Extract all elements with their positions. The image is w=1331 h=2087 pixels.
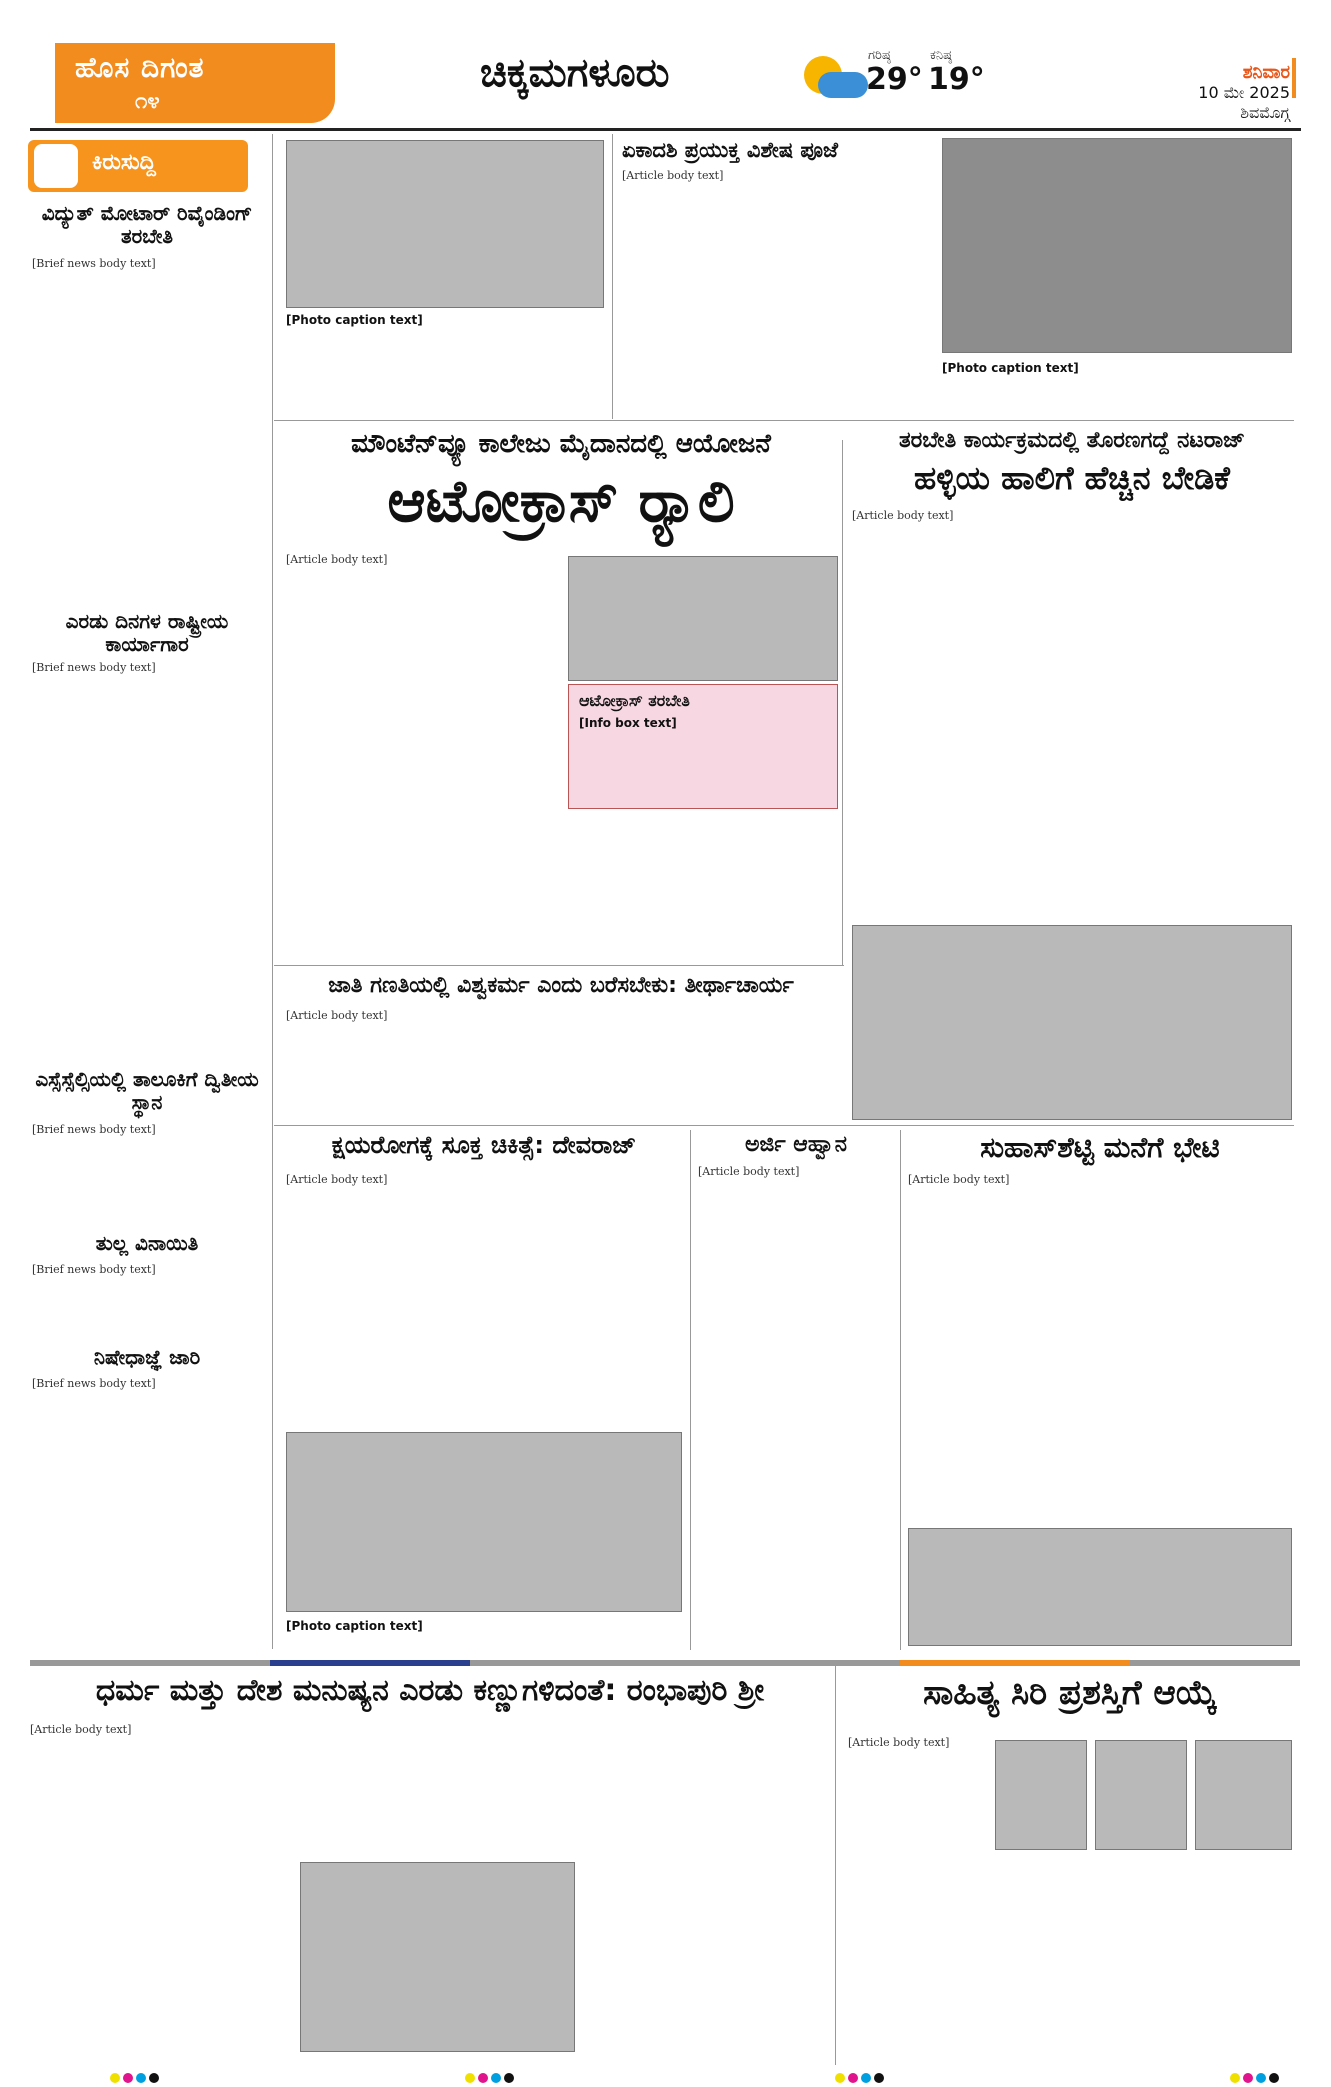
article-text: [Article body text]	[908, 1173, 1010, 1186]
article-headline: ಜಾತಿ ಗಣತಿಯಲ್ಲಿ ವಿಶ್ವಕರ್ಮ ಎಂದು ಬರೆಸಬೇಕು: ತೀರ್ಥಾಚಾರ್ಯ	[328, 973, 794, 998]
masthead-date: 10 ಮೇ 2025	[1198, 83, 1290, 102]
training-photo	[852, 925, 1292, 1120]
photo-caption: [Photo caption text]	[286, 313, 423, 327]
event-photo	[300, 1862, 575, 2052]
column-rule	[272, 134, 273, 1649]
masthead-logo	[55, 43, 335, 123]
article-headline: ಸುಹಾಸ್‌ಶೆಟ್ಟಿ ಮನೆಗೆ ಭೇಟಿ	[980, 1131, 1220, 1164]
section-divider	[900, 1660, 1130, 1666]
weather-max-value: 29°	[866, 62, 923, 97]
portrait-photo	[1195, 1740, 1292, 1850]
visit-photo	[908, 1528, 1292, 1646]
info-box	[568, 684, 838, 809]
column-rule	[612, 134, 613, 419]
article-headline: ಕ್ಷಯರೋಗಕ್ಕೆ ಸೂಕ್ತ ಚಿಕಿತ್ಸೆ: ದೇವರಾಜ್	[331, 1131, 637, 1159]
masthead-rule	[30, 128, 1301, 131]
section-divider	[470, 1660, 900, 1666]
article-headline: ಅರ್ಜಿ ಆಹ್ವಾನ	[744, 1132, 848, 1157]
article-text: [Article body text]	[286, 1009, 388, 1022]
registration-marks	[1230, 2068, 1282, 2078]
temple-photo	[942, 138, 1292, 353]
article-text-continued	[30, 1862, 292, 2052]
weather-min-value: 19°	[928, 62, 985, 97]
brief-headline: ವಿದ್ಯುತ್ ಮೋಟಾರ್ ರಿವೈಂಡಿಂಗ್ ತರಬೇತಿ	[41, 201, 253, 248]
brief-section-header	[28, 140, 248, 192]
masthead-date-block	[1130, 62, 1290, 122]
weather-widget	[800, 48, 1000, 108]
article-text-continued	[568, 816, 838, 961]
brief-text: [Brief news body text]	[32, 1377, 156, 1390]
article-headline: ಧರ್ಮ ಮತ್ತು ದೇಶ ಮನುಷ್ಯನ ಎರಡು ಕಣ್ಣುಗಳಿದಂತೆ: ರಂಭಾಪುರಿ ಶ್ರೀ	[95, 1673, 765, 1708]
brief-text: [Brief news body text]	[32, 257, 156, 270]
masthead-brand: ಹೊಸ ದಿಗಂತ	[75, 51, 205, 84]
hand-icon	[34, 144, 78, 188]
masthead-city: ಚಿಕ್ಕಮಗಳೂರು	[480, 50, 670, 96]
section-divider	[270, 1660, 470, 1666]
cloud-icon	[818, 72, 868, 98]
photo-caption: [Photo caption text]	[286, 1619, 423, 1633]
brief-text: [Brief news body text]	[32, 1263, 156, 1276]
masthead-day: ಶನಿವಾರ	[1242, 62, 1290, 83]
article-headline: ಆಟೋಕ್ರಾಸ್ ರ್‍ಯಾಲಿ	[387, 467, 735, 535]
row-rule	[274, 420, 1294, 421]
article-kicker: ಮೌಂಟೆನ್‌ವ್ಯೂ ಕಾಲೇಜು ಮೈದಾನದಲ್ಲಿ ಆಯೋಜನೆ	[351, 429, 771, 459]
health-camp-photo	[286, 1432, 682, 1612]
column-rule	[900, 1130, 901, 1650]
row-rule	[274, 965, 844, 966]
registration-marks	[110, 2068, 162, 2078]
article-headline: ಸಾಹಿತ್ಯ ಸಿರಿ ಪ್ರಶಸ್ತಿಗೆ ಆಯ್ಕೆ	[923, 1673, 1217, 1713]
photo-caption: [Photo caption text]	[942, 361, 1079, 375]
rally-photo	[568, 556, 838, 681]
article-kicker: ತರಬೇತಿ ಕಾರ್ಯಕ್ರಮದಲ್ಲಿ ತೊರಣಗದ್ದೆ ನಟರಾಜ್	[898, 428, 1246, 453]
article-headline: ಏಕಾದಶಿ ಪ್ರಯುಕ್ತ ವಿಶೇಷ ಪೂಜೆ	[622, 138, 838, 162]
article-text: [Article body text]	[286, 553, 388, 566]
registration-marks	[835, 2068, 887, 2078]
article-text-continued	[995, 1860, 1292, 2055]
article-text: [Article body text]	[286, 1173, 388, 1186]
weather-min-label: ಕನಿಷ್ಠ	[930, 48, 952, 63]
article-text: [Article body text]	[30, 1723, 132, 1736]
portrait-photo	[1095, 1740, 1187, 1850]
article-text: [Article body text]	[852, 509, 954, 522]
brief-text: [Brief news body text]	[32, 1123, 156, 1136]
article-text: [Article body text]	[698, 1165, 800, 1178]
masthead-place: ಶಿವಮೊಗ್ಗ	[1240, 103, 1290, 122]
section-divider	[30, 1660, 270, 1666]
article-text: [Article body text]	[848, 1736, 950, 1749]
row-rule	[274, 1125, 1294, 1126]
brief-headline: ನಿಷೇಧಾಜ್ಞೆ ಜಾರಿ	[93, 1345, 201, 1369]
registration-marks	[465, 2068, 517, 2078]
article-headline: ಹಳ್ಳಿಯ ಹಾಲಿಗೆ ಹೆಚ್ಚಿನ ಬೇಡಿಕೆ	[914, 459, 1230, 497]
column-rule	[835, 1665, 836, 2065]
brief-headline: ಎರಡು ದಿನಗಳ ರಾಷ್ಟ್ರೀಯ ಕಾರ್ಯಾಗಾರ	[65, 609, 229, 656]
article-text: [Article body text]	[622, 169, 724, 182]
brief-section-label: ಕಿರುಸುದ್ದಿ	[92, 150, 156, 175]
section-divider	[1130, 1660, 1300, 1666]
portrait-photo	[995, 1740, 1087, 1850]
masthead-page-number: ೧೪	[135, 89, 160, 114]
weather-max-label: ಗರಿಷ್ಠ	[868, 48, 891, 63]
info-box-text: [Info box text]	[579, 716, 677, 730]
masthead-accent-bar	[1292, 58, 1296, 98]
article-text-continued	[583, 1862, 830, 2052]
group-photo	[286, 140, 604, 308]
info-box-title: ಆಟೋಕ್ರಾಸ್ ತರಬೇತಿ	[579, 691, 690, 710]
brief-headline: ಎಸ್ಸೆಸ್ಸೆಲ್ಸಿಯಲ್ಲಿ ತಾಲೂಕಿಗೆ ದ್ವಿತೀಯ ಸ್ಥಾನ	[35, 1067, 259, 1114]
brief-headline: ತುಲ್ಲ ವಿನಾಯಿತಿ	[95, 1231, 199, 1255]
brief-text: [Brief news body text]	[32, 661, 156, 674]
column-rule	[690, 1130, 691, 1650]
column-rule	[842, 440, 843, 965]
